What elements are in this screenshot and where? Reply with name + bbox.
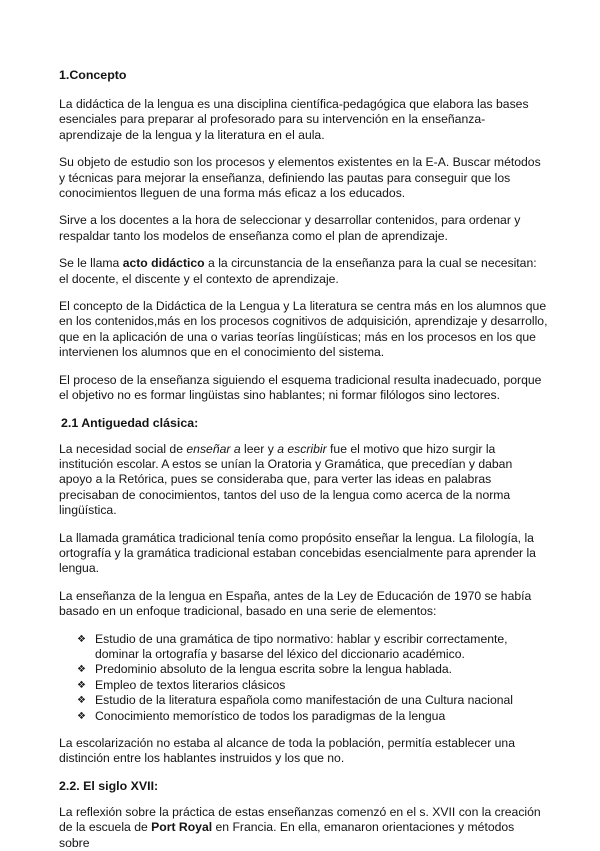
text-run: fue el motivo que hizo surgir la institución escolar. A estos se unían la Oratoria y Gramática, que precedían y daban apoyo a la Retórica, pues se consideraba que, para verter las ideas en palabras precisaban de conocimientos, tantos del uso de la lengua como acerca de la norma lingüística. xyxy=(59,441,513,518)
list-item-text: Predominio absoluto de la lengua escrita sobre la lengua hablada. xyxy=(95,662,453,677)
diamond-bullet-icon: ❖ xyxy=(77,679,86,691)
list-item-text: Conocimiento memorístico de todos los paradigmas de la lengua xyxy=(95,708,446,723)
diamond-bullet-icon: ❖ xyxy=(77,633,86,645)
diamond-bullet-icon: ❖ xyxy=(77,710,86,722)
section-1-heading: 1.Concepto xyxy=(59,68,127,82)
section-2-1-heading: 2.1 Antiguedad clásica: xyxy=(61,415,199,430)
text-run: en Francia. En ella, emanaron orientaciones y métodos sobre xyxy=(59,820,515,850)
list-item xyxy=(77,709,548,724)
text-run: a la circunstancia de la enseñanza para la cual se necesitan: el docente, el discente y el contexto de aprendizaje. xyxy=(59,256,537,286)
section-2-2-heading: 2.2. El siglo XVII: xyxy=(59,778,159,793)
paragraph: La enseñanza de la lengua en España, antes de la Ley de Educación de 1970 se había basado en un enfoque tradicional, basado en una serie de elementos: xyxy=(59,588,532,619)
paragraph: Sirve a los docentes a la hora de seleccionar y desarrollar contenidos, para ordenar y respaldar tanto los modelos de enseñanza como el plan de aprendizaje. xyxy=(59,213,521,243)
paragraph xyxy=(59,805,548,851)
text-run: Se le llama xyxy=(59,256,123,271)
paragraph: La llamada gramática tradicional tenía como propósito enseñar la lengua. La filología, la ortografía y la gramática tradicional estaban concebidas esencialmente para aprender la lengua. xyxy=(59,530,536,576)
paragraph xyxy=(59,256,548,287)
list-item xyxy=(77,693,548,708)
diamond-bullet-icon: ❖ xyxy=(77,664,86,676)
list-item-text: Empleo de textos literarios clásicos xyxy=(95,677,286,692)
text-run: La reflexión sobre la práctica de estas enseñanzas comenzó en el s. XVII con la creación de la escuela de xyxy=(59,804,541,835)
italic-term: enseñar a xyxy=(186,441,241,456)
text-run: leer y xyxy=(240,441,278,456)
list-item-text: Estudio de una gramática de tipo normativo: hablar y escribir correctamente, dominar la ortografía y basarse del léxico del diccionario académico. xyxy=(95,631,508,661)
list-item xyxy=(77,678,548,693)
paragraph xyxy=(59,442,548,519)
bold-term: Port Royal xyxy=(151,820,213,835)
list-item xyxy=(77,632,548,663)
text-run: La necesidad social de xyxy=(59,441,187,456)
bullet-list xyxy=(59,632,548,724)
paragraph: Su objeto de estudio son los procesos y elementos existentes en la E-A. Buscar métodos y técnicas para mejorar la enseñanza, definiendo las pautas para conseguir que los conocimientos lleguen de una forma más eficaz a los educados. xyxy=(59,155,541,201)
paragraph: La didáctica de la lengua es una disciplina científica-pedagógica que elabora las bases esenciales para preparar al profesorado para su intervención en la enseñanza-aprendizaje de la lengua y la literatura en el aula. xyxy=(59,97,529,142)
diamond-bullet-icon: ❖ xyxy=(77,695,86,707)
list-item xyxy=(77,662,548,677)
paragraph: La escolarización no estaba al alcance de toda la población, permitía establecer una distinción entre los hablantes instruidos y los que no. xyxy=(59,736,515,766)
list-item-text: Estudio de la literatura española como manifestación de una Cultura nacional xyxy=(95,693,514,708)
italic-term: a escribir xyxy=(277,441,327,456)
paragraph: El concepto de la Didáctica de la Lengua y La literatura se centra más en los alumnos que en los contenidos,más en los procesos cognitivos de adquisición, aprendizaje y desarrollo, que en la aplicación de una o varias teorías lingüísticas; más en los procesos en los que intervienen los alumnos que en el conocimiento del sistema. xyxy=(59,299,548,360)
paragraph: El proceso de la enseñanza siguiendo el esquema tradicional resulta inadecuado, porque el objetivo no es formar lingüistas sino hablantes; ni formar filólogos sino lectores. xyxy=(59,372,542,403)
bold-term: acto didáctico xyxy=(122,256,205,271)
